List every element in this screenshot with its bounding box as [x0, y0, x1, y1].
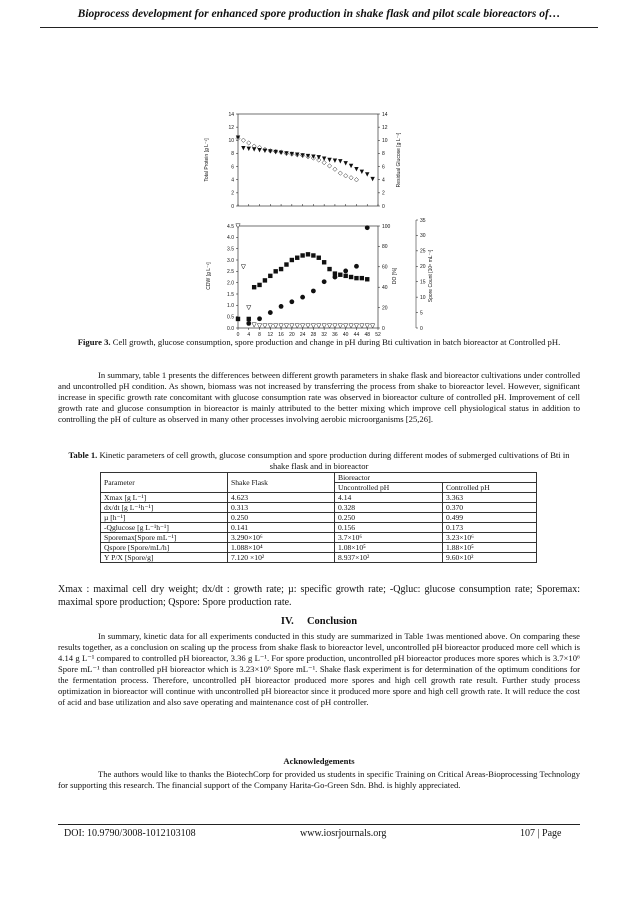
top-frame: [238, 114, 378, 206]
data-point: [252, 285, 256, 289]
x-tick-label: 20: [289, 332, 295, 338]
header-shake-flask: Shake Flask: [228, 473, 335, 493]
data-point: [290, 258, 294, 262]
y-tick-label-right: 12: [382, 124, 388, 131]
data-point: [333, 275, 338, 280]
table-cell-param: Y P/X [Spore/g]: [101, 553, 228, 563]
y-tick-label-right: 10: [382, 138, 388, 145]
y-tick-label: 1.0: [227, 303, 234, 310]
figure-caption-label: Figure 3.: [77, 337, 111, 347]
table-cell-param: Qspore [Spore/mL/h]: [101, 543, 228, 553]
data-point: [322, 279, 327, 284]
data-point: [354, 324, 358, 328]
header-bioreactor: Bioreactor: [335, 473, 537, 483]
data-point: [268, 274, 272, 278]
table-cell-ctl: 0.173: [443, 523, 537, 533]
data-point: [300, 295, 305, 300]
data-point: [370, 324, 374, 328]
data-point: [246, 321, 251, 326]
spore-tick-label: 15: [420, 279, 426, 286]
x-tick-label: 8: [258, 332, 261, 338]
data-point: [311, 253, 315, 257]
spore-tick-label: 25: [420, 248, 426, 255]
x-tick-label: 52: [375, 332, 381, 338]
data-point: [333, 324, 337, 328]
data-point: [360, 276, 364, 280]
data-point: [263, 149, 267, 153]
table-legend: Xmax : maximal cell dry weight; dx/dt : growth rate; µ: specific growth rate; -Qgluc: glucose consumption rate; Sporemax: maximal spore production; Qspore: Spore production rate.: [58, 584, 580, 608]
data-point: [354, 167, 358, 171]
data-point: [247, 317, 251, 321]
x-tick-label: 16: [278, 332, 284, 338]
data-point: [295, 324, 299, 328]
top-ylabel-right: Residual Glucose [g L⁻¹]: [396, 132, 402, 188]
table-cell-ctl: 3.363: [443, 493, 537, 503]
y-tick-label: 1.5: [227, 291, 234, 298]
table-cell-unc: 4.14: [335, 493, 443, 503]
table-cell-shake: 0.313: [228, 503, 335, 513]
table-row: [101, 513, 537, 523]
y-tick-label-right: 14: [382, 111, 388, 118]
table-caption-text: Kinetic parameters of cell growth, glucose consumption and spore production during different modes of submerged cultivations of Bti in shake flask and in bioreactor: [97, 450, 570, 471]
table-row: [101, 493, 537, 503]
table-cell-shake: 0.250: [228, 513, 335, 523]
data-point: [257, 283, 261, 287]
table-cell-ctl: 9.60×10²: [443, 553, 537, 563]
table-cell-unc: 8.937×10²: [335, 553, 443, 563]
data-point: [365, 172, 369, 176]
data-point: [306, 252, 310, 256]
table-caption: [58, 450, 580, 472]
data-point: [370, 177, 374, 181]
data-point: [327, 164, 331, 168]
table-cell-param: Xmax [g L⁻¹]: [101, 493, 228, 503]
y-tick-label: 4.5: [227, 223, 234, 230]
figure-3: [196, 100, 456, 340]
table-cell-param: -Qglucose [g L⁻¹h⁻¹]: [101, 523, 228, 533]
x-tick-label: 12: [267, 332, 274, 338]
spore-tick-label: 35: [420, 217, 426, 224]
data-point: [241, 138, 245, 142]
data-point: [327, 158, 331, 162]
figure-3-chart: [196, 100, 456, 340]
figure-caption-text: Cell growth, glucose consumption, spore production and change in pH during Bti cultivation in batch bioreactor at Controlled pH.: [110, 337, 561, 347]
data-point: [322, 156, 326, 160]
x-tick-label: 44: [353, 332, 360, 338]
top-panel: [204, 112, 402, 210]
acknowledgements-title: Acknowledgements: [283, 756, 355, 766]
data-point: [247, 147, 251, 151]
data-point: [257, 324, 261, 328]
data-point: [279, 267, 283, 271]
data-point: [365, 277, 369, 281]
table-cell-unc: 0.328: [335, 503, 443, 513]
data-point: [257, 316, 262, 321]
bottom-ylabel-do: DO [%]: [392, 267, 398, 285]
paragraph-results: In summary, table 1 presents the differences between different growth parameters in shake flask and bioreactor cultivations under controlled and uncontrolled pH condition. As shown, biomass was not increased by transferring the process from shake to bioreactor level. However, significant increase in specific growth rate concomitant with glucose consumption rate was observed in bioreactor culture of controlled pH. Improvement of cell growth rate and glucose consumption in bioreactor is mainly attributed to the better mixing which improve cell physiological status in addition to controlling the pH of culture as observed in many other processes involving aerobic microorganisms [25,26].: [58, 370, 580, 424]
x-tick-label: 24: [299, 332, 306, 338]
data-point: [338, 159, 342, 163]
data-point: [290, 324, 294, 328]
table-row: [101, 533, 537, 543]
table-row: [101, 523, 537, 533]
table-cell-ctl: 1.88×10⁵: [443, 543, 537, 553]
y-tick-label-right: 4: [382, 177, 385, 184]
y-tick-label: 14: [228, 111, 234, 118]
data-point: [289, 299, 294, 304]
bottom-ylabel-spore: Spore Count [10⁶ mL⁻¹]: [428, 249, 434, 303]
y-tick-label: 4.0: [227, 235, 234, 242]
table-body: [101, 493, 537, 563]
table-caption-label: Table 1.: [68, 450, 98, 460]
y-tick-label-right: 2: [382, 190, 385, 197]
y-tick-label-right: 6: [382, 164, 385, 171]
kinetic-parameters-table: [100, 472, 537, 563]
data-point: [349, 176, 353, 180]
data-point: [343, 174, 347, 178]
data-point: [317, 256, 321, 260]
table-cell-param: µ [h⁻¹]: [101, 513, 228, 523]
data-point: [322, 160, 326, 164]
footer-rule: [58, 824, 580, 825]
data-point: [273, 269, 277, 273]
do-tick-label: 80: [382, 244, 388, 251]
data-point: [360, 324, 364, 328]
do-tick-label: 0: [382, 325, 385, 332]
x-tick-label: 0: [236, 332, 240, 338]
data-point: [279, 304, 284, 309]
spore-tick-label: 5: [420, 310, 423, 317]
y-tick-label: 6: [231, 164, 234, 171]
data-point: [268, 310, 273, 315]
table-row: [101, 553, 537, 563]
spore-tick-label: 10: [420, 294, 426, 301]
x-tick-label: 48: [364, 332, 371, 338]
table-cell-shake: 0.141: [228, 523, 335, 533]
x-tick-label: 4: [247, 332, 251, 338]
data-point: [284, 324, 288, 328]
data-point: [349, 324, 353, 328]
data-point: [349, 164, 353, 168]
y-tick-label-right: 0: [382, 203, 385, 210]
y-tick-label: 0.0: [227, 325, 234, 332]
section-number: IV.: [280, 616, 294, 627]
data-point: [338, 171, 342, 175]
data-point: [300, 253, 304, 257]
data-point: [263, 278, 267, 282]
table-row: [101, 543, 537, 553]
data-point: [360, 170, 364, 174]
do-tick-label: 20: [382, 305, 388, 312]
header-controlled-ph: Controlled pH: [443, 483, 537, 493]
acknowledgements-text: The authors would like to thanks the BiotechCorp for provided us students in specific Training on Critical Areas-Bioprocessing Technology for supporting this research. The financial support of the Company Harita-Go-Green Sdn. Bhd. is highly appreciated.: [58, 769, 580, 790]
x-tick-label: 28: [310, 332, 317, 338]
table-cell-unc: 0.156: [335, 523, 443, 533]
data-point: [354, 264, 359, 269]
do-tick-label: 40: [382, 285, 388, 291]
data-point: [236, 317, 240, 321]
table-cell-ctl: 3.23×10⁶: [443, 533, 537, 543]
footer-site: www.iosrjournals.org: [300, 828, 387, 839]
y-tick-label-right: 8: [382, 151, 385, 158]
section-title: Conclusion: [306, 616, 358, 627]
bottom-ylabel-left: CDW [g L⁻¹]: [206, 262, 212, 290]
data-point: [343, 161, 347, 165]
table-cell-param: Sporemax[Spore mL⁻¹]: [101, 533, 228, 543]
y-tick-label: 8: [231, 151, 234, 158]
footer-doi: DOI: 10.9790/3008-1012103108: [64, 828, 196, 839]
data-point: [263, 324, 267, 328]
data-point: [247, 141, 251, 145]
figure-caption: [70, 337, 568, 348]
do-tick-label: 100: [382, 223, 391, 230]
data-point: [327, 267, 331, 271]
table-cell-unc: 1.08×10⁵: [335, 543, 443, 553]
x-tick-label: 40: [342, 332, 349, 338]
data-point: [311, 324, 315, 328]
data-point: [273, 324, 277, 328]
data-point: [322, 324, 326, 328]
spore-tick-label: 0: [420, 325, 423, 332]
data-point: [241, 265, 245, 269]
y-tick-label: 0.5: [227, 314, 234, 321]
table-cell-unc: 3.7×10⁶: [335, 533, 443, 543]
table-cell-shake: 3.290×10⁶: [228, 533, 335, 543]
data-point: [322, 260, 326, 264]
data-point: [241, 146, 245, 150]
y-tick-label: 12: [228, 124, 234, 131]
data-point: [365, 324, 369, 328]
header-uncontrolled-ph: Uncontrolled pH: [335, 483, 443, 493]
table-cell-shake: 7.120 ×10²: [228, 553, 335, 563]
footer-page: 107 | Page: [520, 828, 562, 839]
data-point: [311, 289, 316, 294]
y-tick-label: 3.0: [227, 257, 234, 264]
y-tick-label: 0: [231, 203, 234, 210]
section-heading: [58, 616, 580, 627]
table-cell-ctl: 0.370: [443, 503, 537, 513]
paragraph-conclusion: In summary, kinetic data for all experiments conducted in this study are summarized in Table 1was mentioned above. On comparing these results together, as a conclusion on scaling up the process from shake flask to bioreactor level, uncontrolled pH bioreactor produced more cell which is 4.14 g L⁻¹ compared to controlled pH bioreactor, 3.36 g L⁻¹. For spore production, uncontrolled pH bioreactor produces more spores which is 3.7×10⁶ Spore mL⁻¹ than controlled pH bioreactor which is 3.23×10⁶ Spore mL⁻¹. Shake flask experiment is for determination of the optimum conditions for the fermentation process. Therefore, uncontrolled pH bioreactor produced more spores and high cell growth rate result. Further study process optimization in bioreactor will continue with uncontrolled pH bioreactor since it produced more spore and high cell growth rate. It will reduce the cost of acid and base utilization and also save operating and maintenance cost of pH controller.: [58, 631, 580, 707]
table-row: [101, 503, 537, 513]
data-point: [279, 324, 283, 328]
data-point: [295, 256, 299, 260]
do-tick-label: 60: [382, 264, 388, 271]
data-point: [354, 178, 358, 182]
data-point: [343, 269, 348, 274]
data-point: [252, 323, 256, 327]
y-tick-label: 2.0: [227, 280, 234, 287]
y-tick-label: 2.5: [227, 269, 234, 276]
table-cell-shake: 4.623: [228, 493, 335, 503]
data-point: [284, 262, 288, 266]
data-point: [317, 324, 321, 328]
data-point: [300, 324, 304, 328]
table-cell-param: dx/dt [g L⁻¹h⁻¹]: [101, 503, 228, 513]
data-point: [338, 324, 342, 328]
data-point: [257, 148, 261, 152]
x-tick-label: 36: [332, 332, 338, 338]
y-tick-label: 4: [231, 177, 234, 184]
data-point: [252, 147, 256, 151]
data-point: [306, 324, 310, 328]
x-tick-label: 32: [321, 332, 327, 338]
data-point: [268, 324, 272, 328]
spore-tick-label: 30: [420, 233, 426, 240]
y-tick-label: 10: [228, 138, 234, 145]
data-point: [343, 274, 347, 278]
spore-tick-label: 20: [420, 264, 426, 271]
header-rule: [40, 27, 598, 28]
data-point: [333, 167, 337, 171]
header-parameter: Parameter: [101, 473, 228, 493]
table-header-row: [101, 473, 537, 483]
data-point: [247, 305, 251, 309]
data-point: [343, 324, 347, 328]
y-tick-label: 2: [231, 190, 234, 197]
data-point: [365, 225, 370, 230]
data-point: [317, 155, 321, 159]
y-tick-label: 3.5: [227, 246, 234, 253]
data-point: [333, 158, 337, 162]
running-header: Bioprocess development for enhanced spore production in shake flask and pilot scale bioreactors of…: [77, 8, 561, 20]
data-point: [338, 273, 342, 277]
bottom-panel: [206, 218, 434, 340]
table-cell-unc: 0.250: [335, 513, 443, 523]
top-ylabel-left: Total Protein [g L⁻¹]: [204, 138, 210, 182]
table-cell-ctl: 0.499: [443, 513, 537, 523]
table-cell-shake: 1.088×10⁴: [228, 543, 335, 553]
data-point: [349, 275, 353, 279]
data-point: [327, 324, 331, 328]
data-point: [354, 276, 358, 280]
